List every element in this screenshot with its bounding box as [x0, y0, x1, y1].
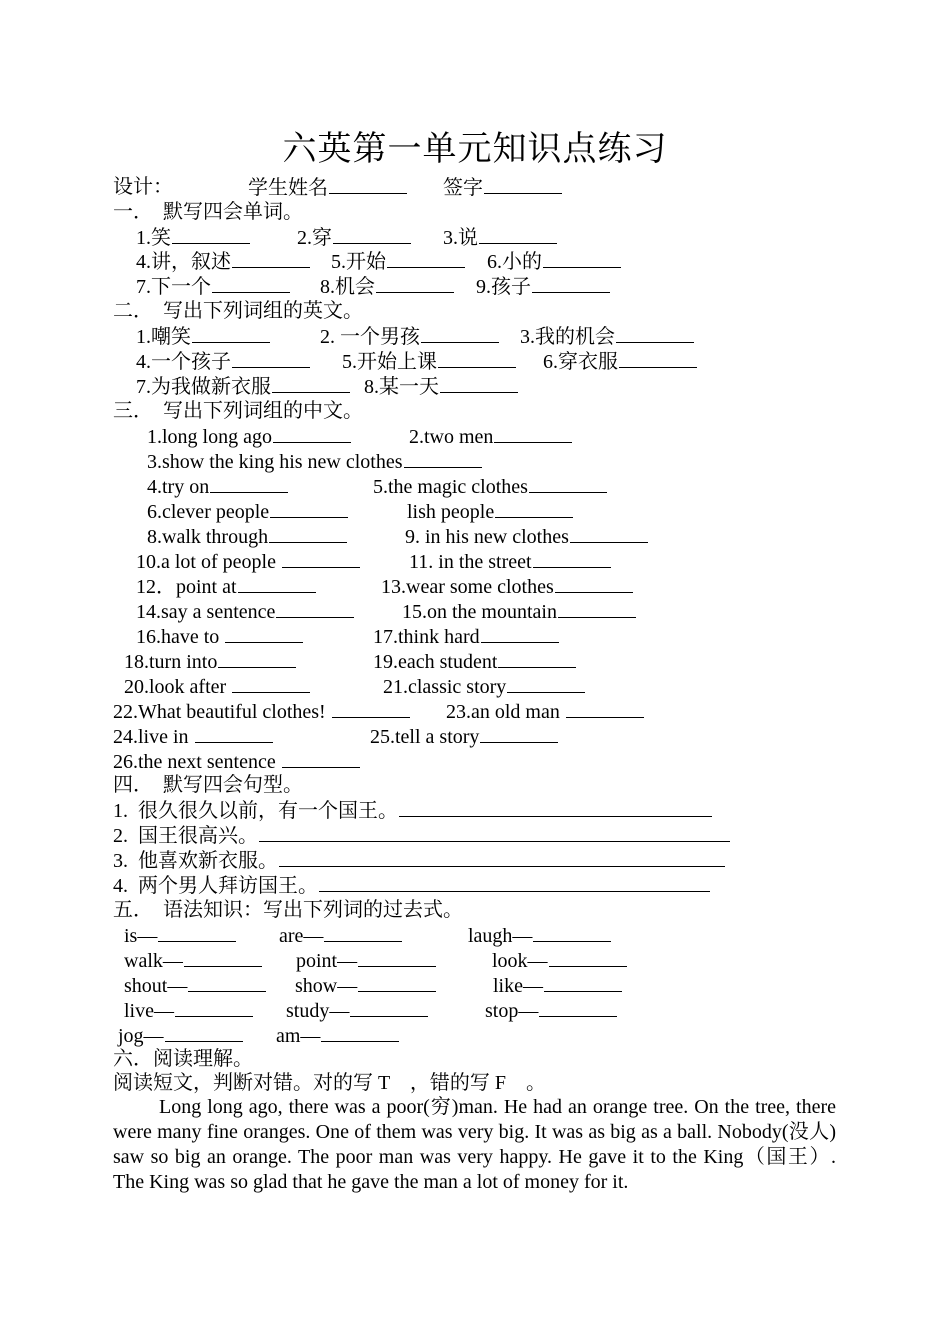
answer-blank[interactable] [269, 524, 347, 543]
section-2-heading: 二． 写出下列词组的英文。 [113, 300, 363, 322]
answer-blank[interactable] [529, 474, 607, 493]
answer-blank[interactable] [558, 599, 636, 618]
answer-blank[interactable] [479, 225, 557, 244]
word-item[interactable]: 2.穿 [297, 225, 411, 250]
answer-blank[interactable] [358, 948, 436, 967]
answer-blank[interactable] [387, 249, 465, 268]
phrase-cn-item[interactable]: 1.long long ago [147, 424, 351, 449]
student-name-blank[interactable] [329, 175, 407, 194]
section-5-heading: 五． 语法知识：写出下列词的过去式。 [113, 899, 463, 921]
answer-blank[interactable] [507, 674, 585, 693]
answer-blank[interactable] [566, 699, 644, 718]
phrase-en-item[interactable]: 2. 一个男孩 [320, 324, 499, 349]
phrase-cn-item[interactable]: 12．point at [136, 574, 316, 599]
answer-blank[interactable] [570, 524, 648, 543]
answer-blank[interactable] [619, 349, 697, 368]
answer-blank[interactable] [495, 499, 573, 518]
phrase-cn-item[interactable]: 3.show the king his new clothes [147, 449, 482, 474]
answer-blank[interactable] [544, 973, 622, 992]
answer-blank[interactable] [480, 724, 558, 743]
phrase-en-item[interactable]: 4.一个孩子 [136, 349, 310, 374]
answer-blank[interactable] [333, 225, 411, 244]
answer-blank[interactable] [440, 374, 518, 393]
answer-blank[interactable] [438, 349, 516, 368]
answer-blank[interactable] [270, 499, 348, 518]
answer-blank[interactable] [172, 225, 250, 244]
phrase-cn-item[interactable]: 6.clever people [147, 499, 348, 524]
answer-blank[interactable] [282, 549, 360, 568]
past-tense-item[interactable]: laugh— [468, 923, 611, 948]
past-tense-item[interactable]: point— [296, 948, 436, 973]
phrase-cn-item[interactable]: 23.an old man [446, 699, 644, 724]
reading-instruction: 阅读短文，判断对错。对的写 T ，错的写 F 。 [113, 1072, 546, 1094]
answer-blank[interactable] [376, 274, 454, 293]
answer-blank[interactable] [332, 699, 410, 718]
answer-blank[interactable] [212, 274, 290, 293]
answer-blank[interactable] [549, 948, 627, 967]
answer-blank[interactable] [165, 1023, 243, 1042]
past-tense-item[interactable]: are— [279, 923, 402, 948]
phrase-cn-item[interactable]: 13.wear some clothes [381, 574, 633, 599]
answer-blank[interactable] [175, 998, 253, 1017]
answer-blank[interactable] [324, 923, 402, 942]
past-tense-item[interactable]: shout— [124, 973, 266, 998]
answer-blank[interactable] [273, 424, 351, 443]
phrase-en-item[interactable]: 1.嘲笑 [136, 324, 270, 349]
answer-blank[interactable] [399, 798, 712, 817]
past-tense-item[interactable]: look— [492, 948, 627, 973]
phrase-cn-item[interactable]: 2.two men [409, 424, 572, 449]
answer-blank[interactable] [195, 724, 273, 743]
answer-blank[interactable] [533, 549, 611, 568]
section-1-heading: 一． 默写四会单词。 [113, 201, 303, 223]
signature-blank[interactable] [484, 175, 562, 194]
student-name-label: 学生姓名 [248, 177, 328, 199]
phrase-cn-item[interactable]: 24.live in [113, 724, 273, 749]
phrase-cn-item[interactable]: 4.try on [147, 474, 288, 499]
answer-blank[interactable] [533, 923, 611, 942]
past-tense-item[interactable]: study— [286, 998, 428, 1023]
sentence-item[interactable]: 1. 很久很久以前，有一个国王。 [113, 798, 712, 823]
phrase-cn-item[interactable]: 25.tell a story [370, 724, 558, 749]
word-item[interactable]: 9.孩子 [476, 274, 610, 299]
answer-blank[interactable] [421, 324, 499, 343]
answer-blank[interactable] [218, 649, 296, 668]
word-item[interactable]: 5.开始 [331, 249, 465, 274]
word-item[interactable]: 3.说 [443, 225, 557, 250]
word-item[interactable]: 6.小的 [487, 249, 621, 274]
word-item[interactable]: 8.机会 [320, 274, 454, 299]
answer-blank[interactable] [282, 749, 360, 768]
answer-blank[interactable] [494, 424, 572, 443]
phrase-cn-item[interactable]: 5.the magic clothes [373, 474, 607, 499]
phrase-cn-item[interactable]: 10.a lot of people [136, 549, 360, 574]
designer-label: 设计： [113, 176, 173, 198]
answer-blank[interactable] [276, 599, 354, 618]
past-tense-item[interactable]: am— [276, 1023, 399, 1048]
phrase-cn-item[interactable]: 8.walk through [147, 524, 347, 549]
past-tense-item[interactable]: is— [124, 923, 236, 948]
answer-blank[interactable] [279, 848, 725, 867]
section-3-heading: 三． 写出下列词组的中文。 [113, 400, 363, 422]
word-item[interactable]: 1.笑 [136, 225, 250, 250]
past-tense-item[interactable]: show— [295, 973, 436, 998]
section-4-heading: 四． 默写四会句型。 [113, 774, 303, 796]
word-item[interactable]: 4.讲，叙述 [136, 249, 310, 274]
answer-blank[interactable] [232, 349, 310, 368]
phrase-en-item[interactable]: 3.我的机会 [520, 324, 694, 349]
answer-blank[interactable] [232, 249, 310, 268]
phrase-cn-item[interactable]: 21.classic story [383, 674, 585, 699]
past-tense-item[interactable]: live— [124, 998, 253, 1023]
phrase-en-item[interactable]: 8.某一天 [364, 374, 518, 399]
sentence-item[interactable]: 3. 他喜欢新衣服。 [113, 848, 725, 873]
answer-blank[interactable] [192, 324, 270, 343]
phrase-en-item[interactable]: 7.为我做新衣服 [136, 374, 350, 399]
answer-blank[interactable] [616, 324, 694, 343]
past-tense-item[interactable]: like— [493, 973, 622, 998]
answer-blank[interactable] [481, 624, 559, 643]
answer-blank[interactable] [210, 474, 288, 493]
signature-label: 签字 [443, 177, 483, 199]
phrase-cn-item[interactable]: 16.have to [136, 624, 303, 649]
sentence-item[interactable]: 2. 国王很高兴。 [113, 823, 730, 848]
phrase-cn-item[interactable]: 15.on the mountain [402, 599, 636, 624]
answer-blank[interactable] [232, 674, 310, 693]
answer-blank[interactable] [259, 823, 730, 842]
signature-field[interactable] [443, 175, 562, 200]
student-name-field[interactable] [248, 175, 407, 200]
answer-blank[interactable] [321, 1023, 399, 1042]
reading-passage: Long long ago, there was a poor(穷)man. He had an orange tree. On the tree, there were many fine oranges. One of them was very big. It was as big as a ball. Nobody(没人) saw so big an orange. The poor man was very happy. He gave it to the King（国王）. The King was so glad that he gave the man a lot of money for it. [113, 1096, 836, 1193]
answer-blank[interactable] [319, 873, 710, 892]
phrase-cn-item[interactable]: lish people [407, 499, 573, 524]
answer-blank[interactable] [350, 998, 428, 1017]
section-6-heading: 六．阅读理解。 [113, 1048, 253, 1070]
phrase-cn-item[interactable]: 19.each student [373, 649, 576, 674]
answer-blank[interactable] [539, 998, 617, 1017]
word-item[interactable]: 7.下一个 [136, 274, 290, 299]
answer-blank[interactable] [188, 973, 266, 992]
phrase-en-item[interactable]: 5.开始上课 [342, 349, 516, 374]
phrase-cn-item[interactable]: 22.What beautiful clothes! [113, 699, 410, 724]
answer-blank[interactable] [225, 624, 303, 643]
answer-blank[interactable] [158, 923, 236, 942]
answer-blank[interactable] [272, 374, 350, 393]
answer-blank[interactable] [358, 973, 436, 992]
phrase-cn-item[interactable]: 11. in the street [409, 549, 611, 574]
sentence-item[interactable]: 4. 两个男人拜访国王。 [113, 873, 710, 898]
phrase-cn-item[interactable]: 20.look after [124, 674, 310, 699]
answer-blank[interactable] [532, 274, 610, 293]
phrase-en-item[interactable]: 6.穿衣服 [543, 349, 697, 374]
page-title: 六英第一单元知识点练习 [282, 131, 668, 168]
phrase-cn-item[interactable]: 26.the next sentence [113, 749, 360, 774]
answer-blank[interactable] [184, 948, 262, 967]
past-tense-item[interactable]: walk— [124, 948, 262, 973]
phrase-cn-item[interactable]: 18.turn into [124, 649, 296, 674]
past-tense-item[interactable]: stop— [485, 998, 617, 1023]
answer-blank[interactable] [555, 574, 633, 593]
past-tense-item[interactable]: jog— [118, 1023, 243, 1048]
phrase-cn-item[interactable]: 9. in his new clothes [405, 524, 648, 549]
phrase-cn-item[interactable]: 14.say a sentence [136, 599, 354, 624]
answer-blank[interactable] [498, 649, 576, 668]
answer-blank[interactable] [543, 249, 621, 268]
answer-blank[interactable] [238, 574, 316, 593]
answer-blank[interactable] [404, 449, 482, 468]
phrase-cn-item[interactable]: 17.think hard [373, 624, 559, 649]
